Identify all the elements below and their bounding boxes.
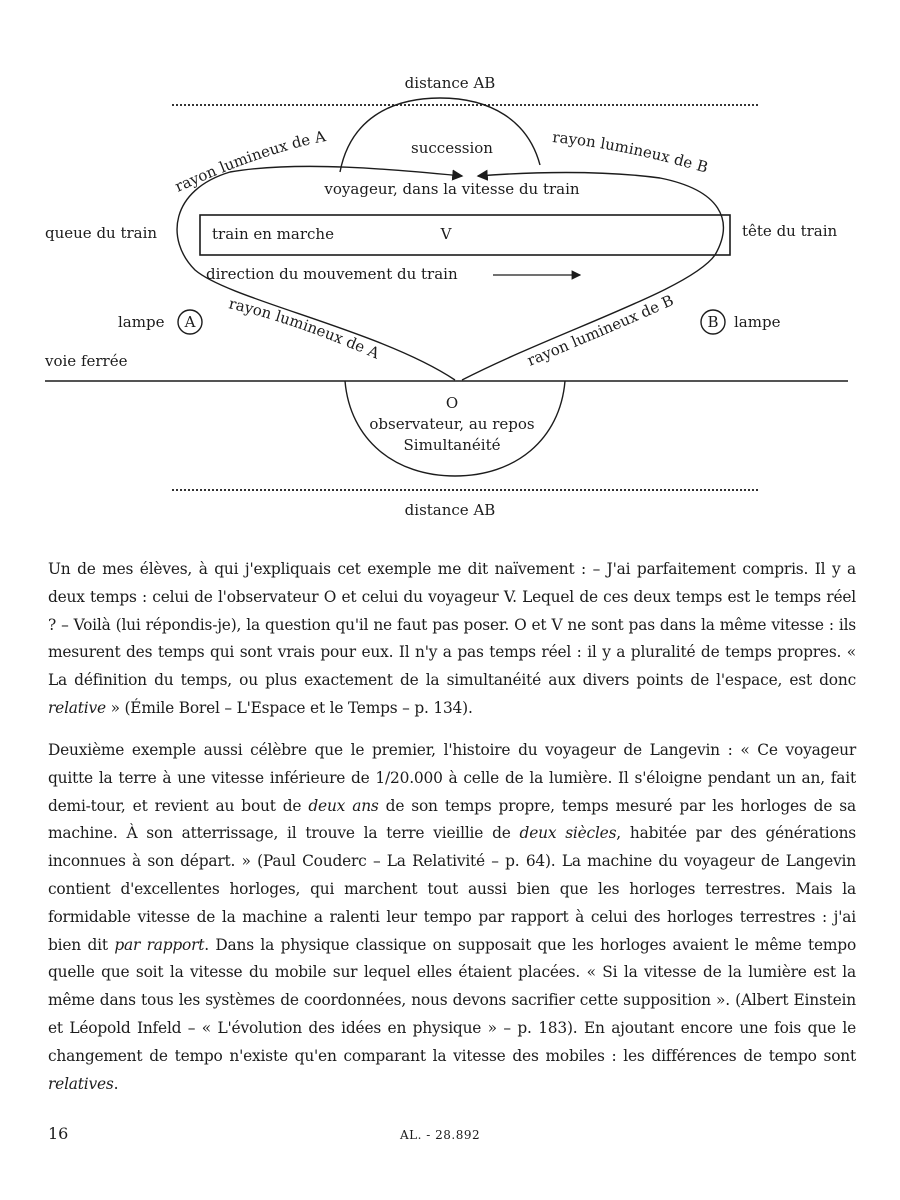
- catalog-reference: AL. - 28.892: [400, 1128, 481, 1142]
- tete-du-train-label: tête du train: [742, 222, 838, 240]
- paragraph-borel: Un de mes élèves, à qui j'expliquais cet exemple me dit naïvement : – J'ai parfaitement compris. Il y a deux temps : celui de l'observateur O et celui du voyageur V. Lequel de ces deux temps est le temps réel ? – Voilà (lui répondis-je), la question qu'il ne faut pas poser. O et V ne sont pas dans la même vitesse : ils mesurent des temps qui sont vrais pour eux. Il n'y a pas temps réel : il y a pluralité de temps propres. « La définition du temps, ou plus exactement de la simultanéité aux divers points de l'espace, est donc relative » (Émile Borel – L'Espace et le Temps – p. 134).: [48, 560, 856, 717]
- emphasis-par-rapport: par rapport: [114, 935, 205, 954]
- ray-b-top-label: rayon lumineux de B: [551, 128, 711, 177]
- succession-dome: [340, 98, 540, 172]
- observateur-label: observateur, au repos: [369, 415, 535, 433]
- voyageur-label: voyageur, dans la vitesse du train: [324, 180, 580, 198]
- page-number: 16: [48, 1124, 69, 1143]
- direction-label: direction du mouvement du train: [206, 265, 458, 283]
- ray-b-bottom-label: rayon lumineux de B: [524, 291, 677, 370]
- emphasis-relative: relative: [48, 698, 106, 717]
- paragraph-langevin: Deuxième exemple aussi célèbre que le premier, l'histoire du voyageur de Langevin : « Ce voyageur quitte la terre à une vitesse inférieure de 1/20.000 à celle de la lumière. Il s'éloigne pendant un an, fait demi-tour, et revient au bout de deux ans de son temps propre, temps mesuré par les horloges de sa machine. À son atterrissage, il trouve la terre vieillie de deux siècles, habitée par des générations inconnues à son départ. » (Paul Couderc – La Relativité – p. 64). La machine du voyageur de Langevin contient d'excellentes horloges, qui marchent tout aussi bien que les horloges terrestres. Mais la formidable vitesse de la machine a ralenti leur tempo par rapport à celui des horloges terrestres : j'ai bien dit par rapport. Dans la physique classique on supposait que les horloges avaient le même tempo quelle que soit la vitesse du mobile sur lequel elles étaient placées. « Si la vitesse de la lumière est la même dans tous les systèmes de coordonnées, nous devons sacrifier cette supposition ». (Albert Einstein et Léopold Infeld – « L'évolution des idées en physique » – p. 183). En ajoutant encore une fois que le changement de tempo n'existe qu'en comparant la vitesse des mobiles : les différences de tempo sont relatives.: [48, 741, 857, 1093]
- simultaneite-label: Simultanéité: [403, 436, 501, 454]
- ray-a-bottom-label: rayon lumineux de A: [227, 294, 383, 363]
- distance-top-label: distance AB: [404, 74, 496, 92]
- train-relativity-diagram: [0, 0, 900, 530]
- emphasis-deux-ans: deux ans: [308, 796, 379, 815]
- voie-ferree-label: voie ferrée: [45, 352, 128, 370]
- train-label: train en marche: [212, 225, 334, 243]
- ray-loop-right: [462, 173, 723, 381]
- distance-bottom-label: distance AB: [404, 501, 496, 519]
- queue-du-train-label: queue du train: [45, 224, 158, 242]
- v-label: V: [440, 225, 452, 243]
- lampe-left-label: lampe: [118, 313, 165, 331]
- succession-label: succession: [411, 139, 493, 157]
- lampe-right-label: lampe: [734, 313, 781, 331]
- observer-o-label: O: [445, 394, 459, 412]
- lamp-a-letter: A: [184, 313, 196, 331]
- emphasis-deux-siecles: deux siècles: [519, 824, 617, 843]
- emphasis-relatives: relatives: [48, 1074, 114, 1093]
- lamp-b-letter: B: [707, 313, 719, 331]
- ray-a-top-label: rayon lumineux de A: [172, 127, 328, 196]
